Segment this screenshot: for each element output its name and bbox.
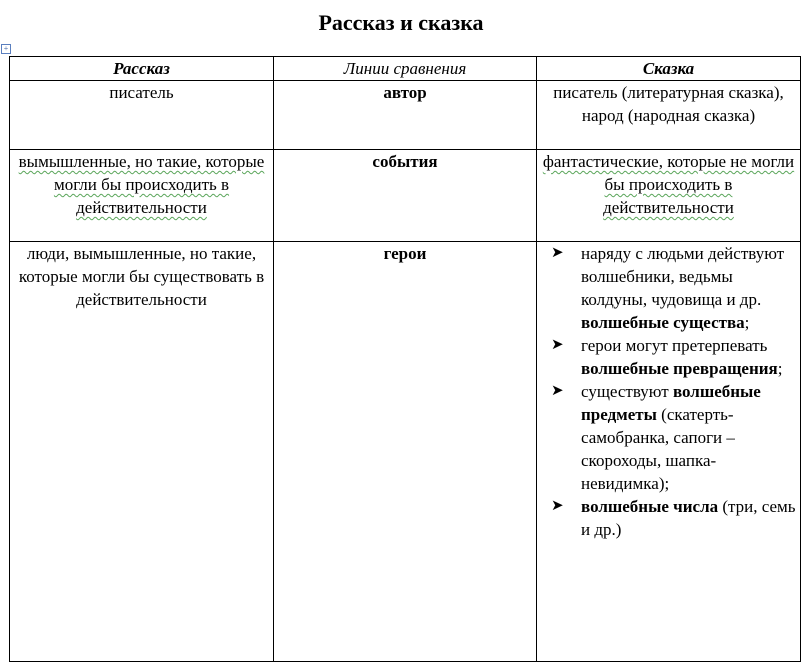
page-title: Рассказ и сказка <box>318 10 484 35</box>
tale-events-text: фантастические, которые не могли бы происходить в действительности <box>542 152 795 217</box>
tale-heroes-list <box>541 242 796 541</box>
arrow-bullet-icon: ➤ <box>551 498 564 514</box>
list-item: ➤ существуют волшебные предметы (скатерть-самобранка, сапоги – скороходы, шапка-невидимка); <box>551 382 761 493</box>
header-story: Рассказ <box>10 57 274 81</box>
cell-line-author: автор <box>274 81 537 150</box>
table-row <box>10 242 801 662</box>
cell-tale-author: писатель (литературная сказка), народ (народная сказка) <box>537 81 801 150</box>
cell-story-heroes: люди, вымышленные, но такие, которые могли бы существовать в действительности <box>10 242 274 662</box>
arrow-bullet-icon: ➤ <box>551 245 564 261</box>
table-row <box>10 150 801 242</box>
comparison-table <box>9 56 801 662</box>
story-events-text: вымышленные, но такие, которые могли бы происходить в действительности <box>18 152 265 217</box>
arrow-bullet-icon: ➤ <box>551 383 564 399</box>
table-move-handle-icon[interactable]: + <box>1 44 11 54</box>
header-fairy-tale: Сказка <box>537 57 801 81</box>
cell-story-events <box>10 150 274 242</box>
cell-line-events: события <box>274 150 537 242</box>
cell-tale-events <box>537 150 801 242</box>
cell-story-author: писатель <box>10 81 274 150</box>
arrow-bullet-icon: ➤ <box>551 337 564 353</box>
table-row <box>10 81 801 150</box>
table-header-row <box>10 57 801 81</box>
cell-line-heroes: герои <box>274 242 537 662</box>
list-item: ➤ наряду с людьми действуют волшебники, ведьмы колдуны, чудовища и др. волшебные существа; <box>551 244 785 332</box>
header-comparison-lines: Линии сравнения <box>274 57 537 81</box>
list-item: ➤ волшебные числа (три, семь и др.) <box>551 497 796 539</box>
list-item: ➤ герои могут претерпевать волшебные превращения; <box>551 336 783 378</box>
cell-tale-heroes <box>537 242 801 662</box>
